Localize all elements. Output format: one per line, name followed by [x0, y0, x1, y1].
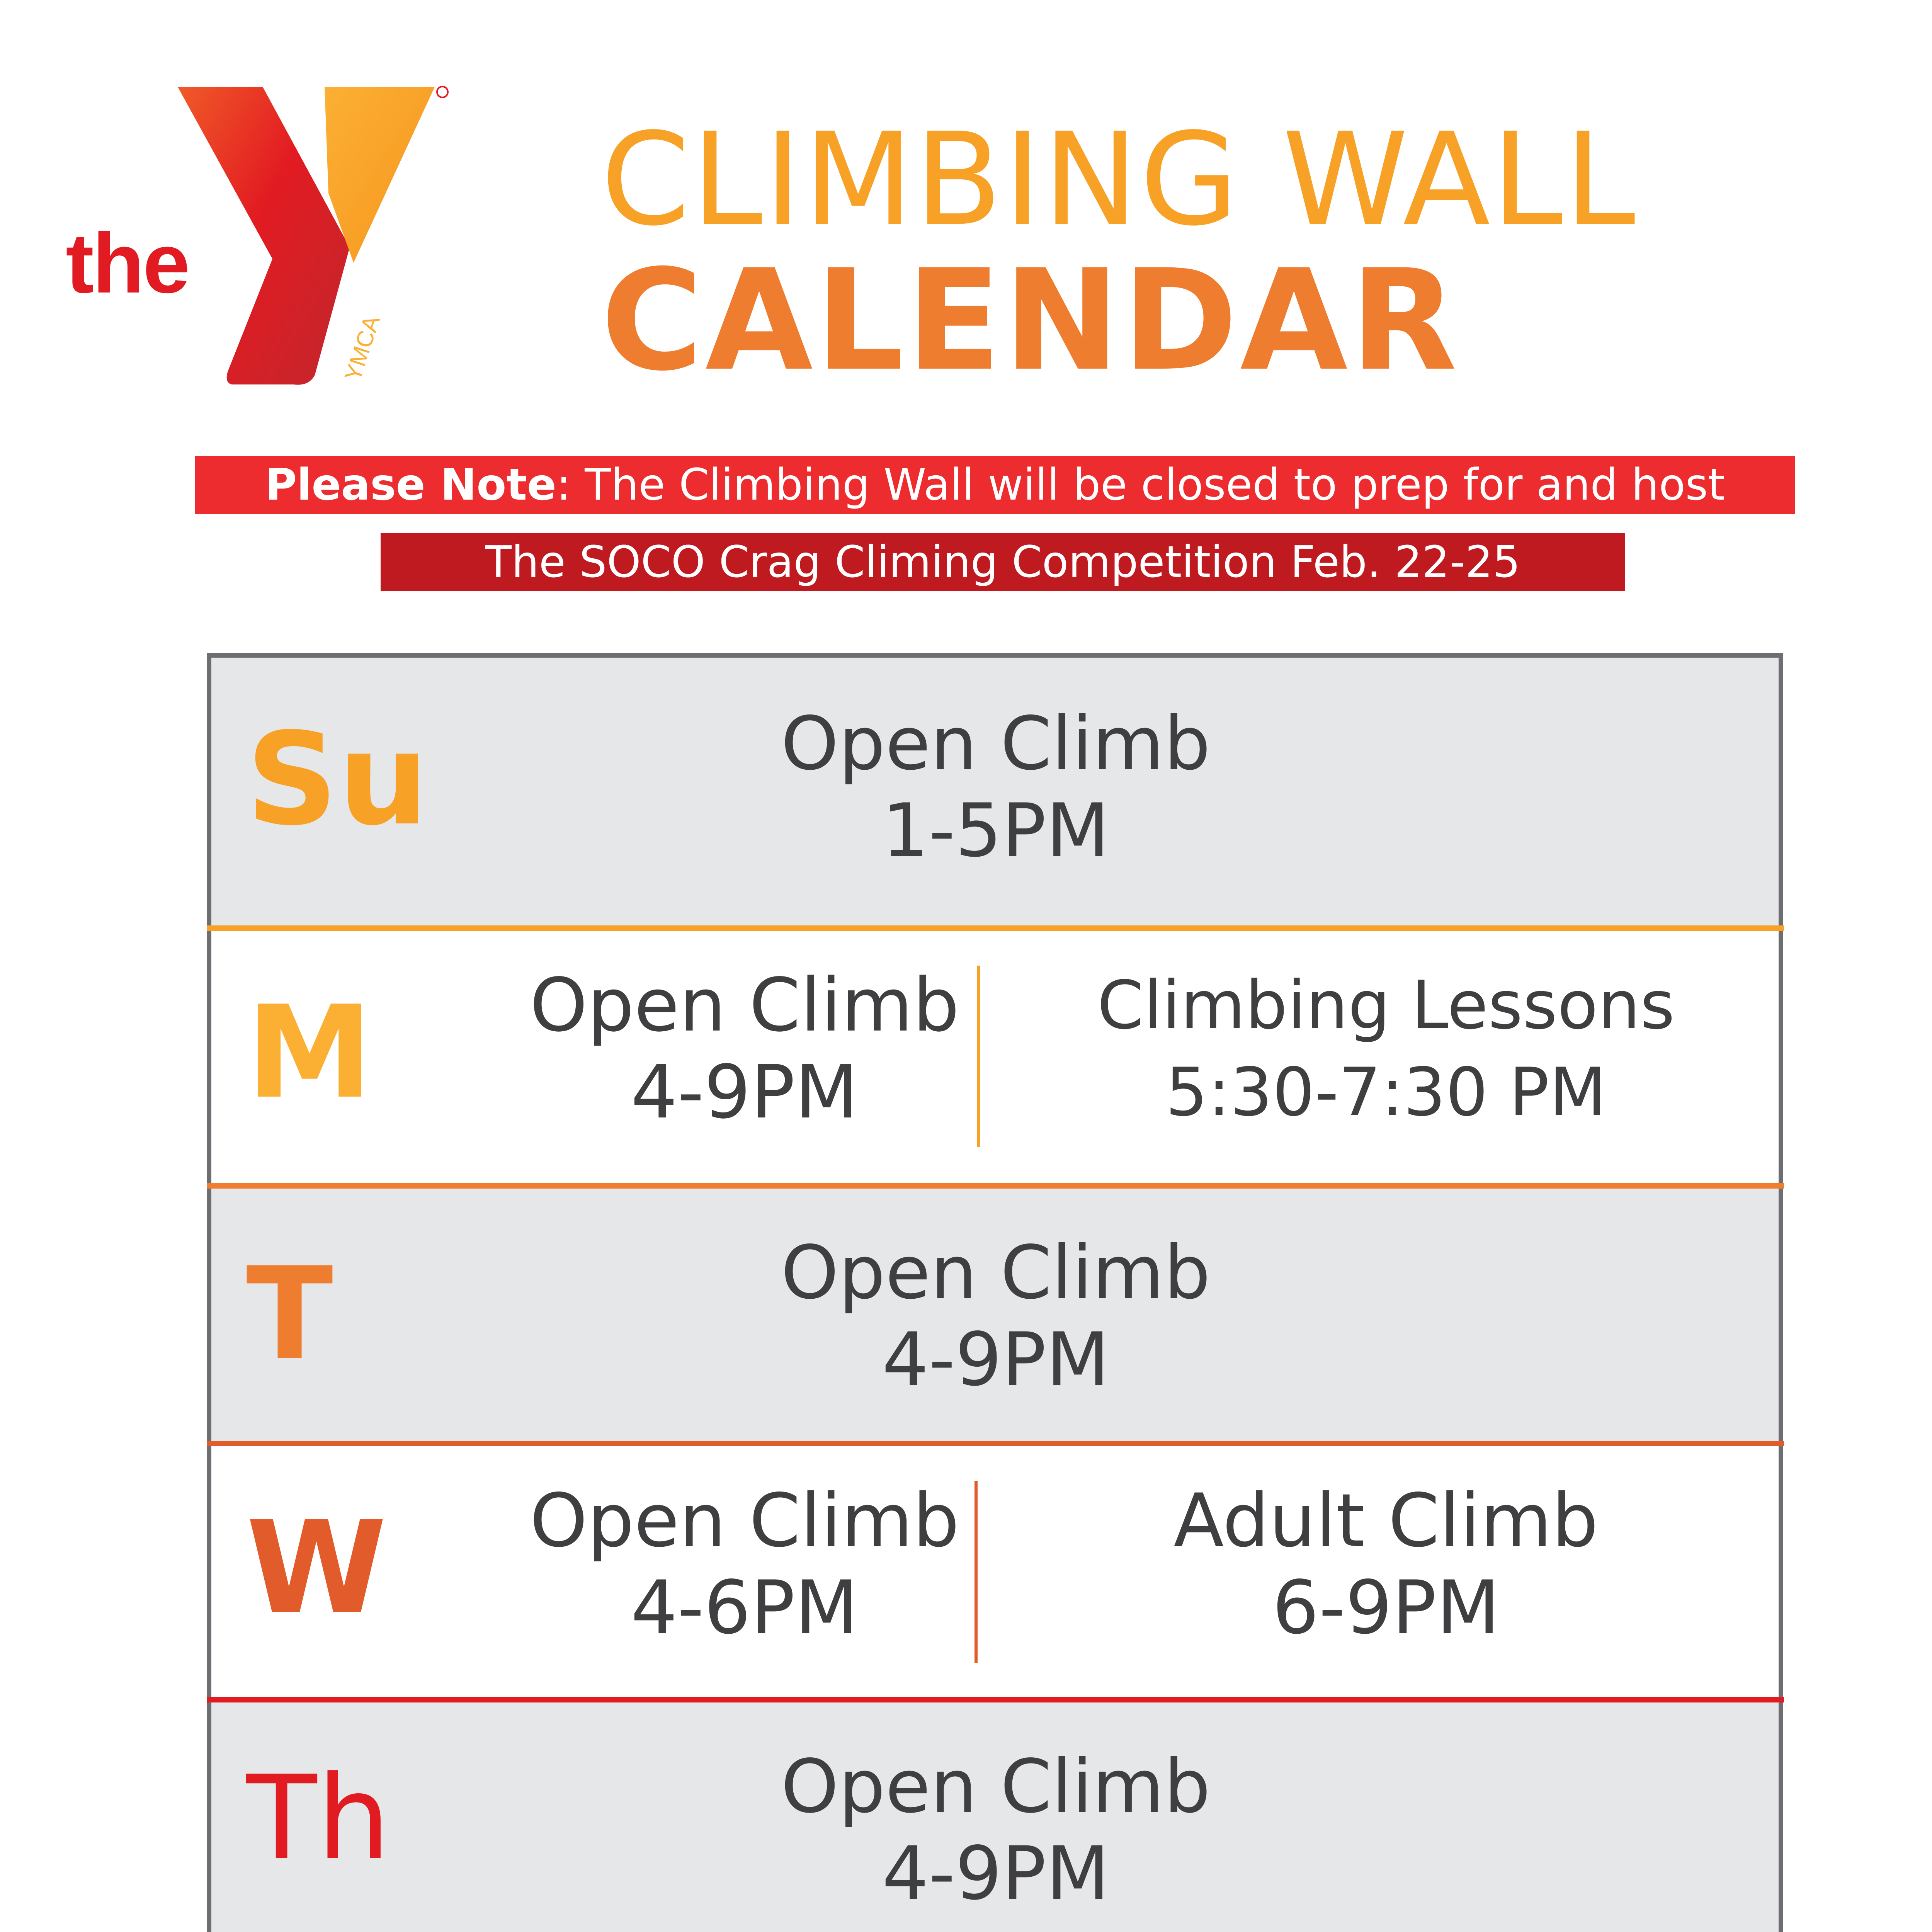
row-divider [207, 1441, 1784, 1446]
schedule-row-thursday [211, 1702, 1779, 1932]
page-title-line2: CALENDAR [601, 240, 1460, 401]
activity-time: 5:30-7:30 PM [1165, 1053, 1607, 1131]
time-slot [613, 1743, 1378, 1917]
activity-name: Open Climb [530, 963, 959, 1048]
time-slot [474, 1477, 1015, 1651]
schedule-table [207, 653, 1783, 1932]
day-label: T [246, 1240, 333, 1388]
row-divider [207, 1183, 1784, 1189]
activity-name: Open Climb [781, 1744, 1211, 1829]
schedule-row-monday [211, 931, 1779, 1186]
activity-time: 4-9PM [631, 1049, 859, 1135]
activity-name: Climbing Lessons [1097, 966, 1675, 1044]
closure-notice-line1 [195, 456, 1795, 514]
time-slot [613, 1229, 1378, 1403]
day-label: W [246, 1494, 387, 1642]
day-label: Su [246, 705, 429, 854]
time-slot [474, 962, 1015, 1136]
notice-label: Please Note [265, 460, 556, 510]
activity-name: Open Climb [781, 701, 1211, 786]
slot-divider [977, 966, 980, 1147]
activity-time: 4-9PM [882, 1317, 1110, 1402]
logo-the-text: the [66, 216, 189, 311]
ymca-logo [62, 77, 471, 394]
day-label: M [246, 978, 373, 1127]
activity-name: Adult Climb [1173, 1478, 1599, 1563]
slot-divider [975, 1481, 978, 1663]
activity-time: 4-9PM [882, 1831, 1110, 1916]
day-label: Th [246, 1751, 391, 1886]
activity-name: Open Climb [781, 1230, 1211, 1315]
activity-name: Open Climb [530, 1478, 959, 1563]
activity-time: 4-6PM [631, 1565, 859, 1650]
activity-time: 1-5PM [882, 788, 1110, 873]
row-divider [207, 925, 1784, 931]
activity-time: 6-9PM [1272, 1565, 1500, 1650]
ymca-mark-text: YMCA [339, 312, 385, 384]
closure-notice-line2: The SOCO Crag Climing Competition Feb. 22-25 [381, 533, 1625, 591]
time-slot [613, 700, 1378, 874]
schedule-row-wednesday [211, 1446, 1779, 1700]
notice-text-1: : The Climbing Wall will be closed to prep for and host [556, 460, 1725, 510]
time-slot [1100, 1477, 1672, 1651]
schedule-row-sunday [211, 658, 1779, 928]
page-title-line1: CLIMBING WALL [601, 105, 1637, 254]
time-slot [1015, 962, 1757, 1136]
row-divider [207, 1697, 1784, 1702]
schedule-row-tuesday [211, 1189, 1779, 1442]
